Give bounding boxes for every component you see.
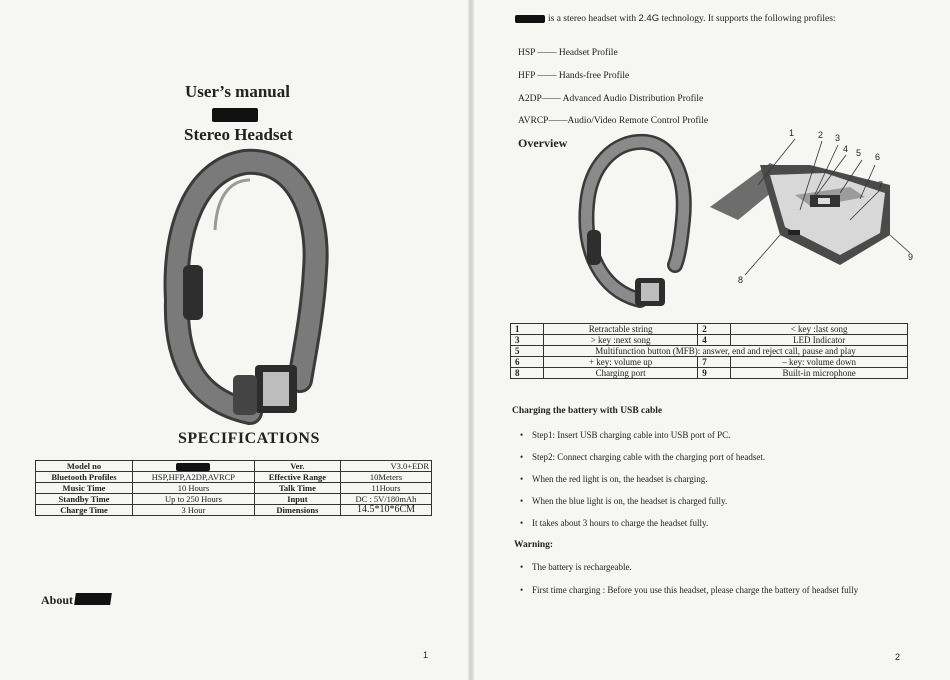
key-description: – key: volume down bbox=[731, 357, 908, 368]
manual-title: User’s manual bbox=[185, 82, 290, 101]
key-description: LED Indicator bbox=[731, 335, 908, 346]
spec-value: HSP,HFP,A2DP,AVRCP bbox=[133, 472, 255, 483]
key-number: 8 bbox=[511, 368, 544, 379]
callout-7: 7 bbox=[878, 180, 884, 190]
spec-value: V3.0+EDR bbox=[340, 461, 431, 472]
page-gutter bbox=[468, 0, 474, 680]
key-number: 1 bbox=[511, 324, 544, 335]
list-item: • When the red light is on, the headset is charging. bbox=[532, 473, 882, 485]
key-description: Multifunction button (MFB): answer, end and reject call, pause and play bbox=[544, 346, 908, 357]
intro-tech: 2.4G bbox=[638, 13, 660, 24]
intro-paragraph bbox=[515, 12, 845, 26]
about-label: About bbox=[41, 593, 74, 607]
callout-6: 6 bbox=[875, 152, 881, 162]
intro-text: is a stereo headset with bbox=[548, 14, 637, 24]
list-item: • It takes about 3 hours to charge the headset fully. bbox=[532, 517, 882, 529]
spec-label: Input bbox=[254, 494, 340, 505]
callout-3: 3 bbox=[835, 133, 841, 143]
spec-label: Music Time bbox=[36, 483, 133, 494]
spec-label: Standby Time bbox=[36, 494, 133, 505]
overview-heading: Overview bbox=[518, 136, 568, 150]
spec-value: 3 Hour bbox=[133, 505, 255, 516]
spec-label: Talk Time bbox=[254, 483, 340, 494]
page-number-left: 1 bbox=[423, 650, 429, 660]
key-description: < key :last song bbox=[731, 324, 908, 335]
table-row bbox=[511, 335, 908, 346]
key-number: 9 bbox=[698, 368, 731, 379]
profile-name: Advanced Audio Distribution Profile bbox=[562, 94, 704, 104]
profile-name: Hands-free Profile bbox=[558, 71, 630, 81]
profile-abbr: AVRCP bbox=[518, 116, 549, 126]
spec-label: Ver. bbox=[254, 461, 340, 472]
profile-sep: —— bbox=[541, 94, 561, 104]
list-item: • First time charging : Before you use this headset, please charge the battery of headset fully bbox=[532, 584, 862, 596]
key-number: 3 bbox=[511, 335, 544, 346]
spec-value: 10 Hours bbox=[133, 483, 255, 494]
key-number: 4 bbox=[698, 335, 731, 346]
profile-sep: —— bbox=[548, 116, 568, 126]
table-row bbox=[511, 357, 908, 368]
list-item: • The battery is rechargeable. bbox=[532, 561, 882, 573]
earcup-detail-diagram bbox=[700, 125, 930, 285]
warning-heading: Warning: bbox=[514, 540, 554, 550]
key-number: 2 bbox=[698, 324, 731, 335]
profile-abbr: A2DP bbox=[518, 94, 542, 104]
key-description: Retractable string bbox=[544, 324, 698, 335]
spec-label: Dimensions bbox=[254, 505, 340, 516]
key-description: + key: volume up bbox=[544, 357, 698, 368]
callout-4: 4 bbox=[843, 144, 849, 154]
spec-value: 11Hours bbox=[340, 483, 431, 494]
specifications-heading: SPECIFICATIONS bbox=[178, 430, 320, 447]
profile-name: Audio/Video Remote Control Profile bbox=[567, 116, 709, 126]
table-row bbox=[511, 324, 908, 335]
key-description: Built-in microphone bbox=[731, 368, 908, 379]
list-item: • Step2: Connect charging cable with the charging port of headset. bbox=[532, 451, 882, 463]
list-item: • When the blue light is on, the headset is charged fully. bbox=[532, 495, 882, 507]
callout-2: 2 bbox=[818, 130, 824, 140]
page-number-right: 2 bbox=[895, 652, 901, 662]
spec-value: Up to 250 Hours bbox=[133, 494, 255, 505]
profile-sep: —— bbox=[537, 71, 557, 81]
list-item: • Step1: Insert USB charging cable into USB port of PC. bbox=[532, 429, 882, 441]
profile-line bbox=[518, 48, 618, 58]
profile-name: Headset Profile bbox=[558, 48, 618, 58]
spec-value bbox=[133, 461, 255, 472]
redacted-model-name bbox=[212, 108, 258, 122]
profile-abbr: HSP bbox=[518, 48, 536, 58]
key-number: 6 bbox=[511, 357, 544, 368]
spec-label: Bluetooth Profiles bbox=[36, 472, 133, 483]
callout-1: 1 bbox=[789, 128, 795, 138]
product-title: Stereo Headset bbox=[184, 125, 293, 144]
table-row bbox=[511, 368, 908, 379]
table-row bbox=[36, 483, 432, 494]
callout-9: 9 bbox=[908, 252, 914, 262]
callout-8: 8 bbox=[738, 275, 744, 285]
about-heading bbox=[41, 593, 111, 608]
specifications-table bbox=[35, 460, 432, 516]
spec-value: DC : 5V/180mAh bbox=[340, 494, 431, 505]
redacted-brand bbox=[74, 593, 112, 605]
overview-headset-illustration bbox=[575, 130, 695, 310]
key-number: 7 bbox=[698, 357, 731, 368]
redacted-model-number bbox=[176, 463, 210, 471]
intro-rest: technology. It supports the following profiles: bbox=[661, 14, 836, 24]
table-row bbox=[36, 505, 432, 516]
key-description: > key :next song bbox=[544, 335, 698, 346]
key-number: 5 bbox=[511, 346, 544, 357]
profile-line bbox=[518, 94, 703, 104]
headset-illustration bbox=[155, 150, 355, 420]
key-description: Charging port bbox=[544, 368, 698, 379]
spec-label: Effective Range bbox=[254, 472, 340, 483]
table-row bbox=[36, 461, 432, 472]
callout-5: 5 bbox=[856, 148, 862, 158]
table-row bbox=[511, 346, 908, 357]
profile-line bbox=[518, 116, 708, 126]
key-functions-table bbox=[510, 323, 908, 379]
spec-label: Model no bbox=[36, 461, 133, 472]
profile-line bbox=[518, 71, 629, 81]
spec-label: Charge Time bbox=[36, 505, 133, 516]
table-row bbox=[36, 494, 432, 505]
charging-heading: Charging the battery with USB cable bbox=[512, 406, 663, 416]
profile-abbr: HFP bbox=[518, 71, 536, 81]
spec-value: 14.5*10*6CM bbox=[340, 505, 431, 516]
redacted-brand bbox=[515, 15, 545, 23]
table-row bbox=[36, 472, 432, 483]
spec-value: 10Meters bbox=[340, 472, 431, 483]
profile-sep: —— bbox=[537, 48, 557, 58]
